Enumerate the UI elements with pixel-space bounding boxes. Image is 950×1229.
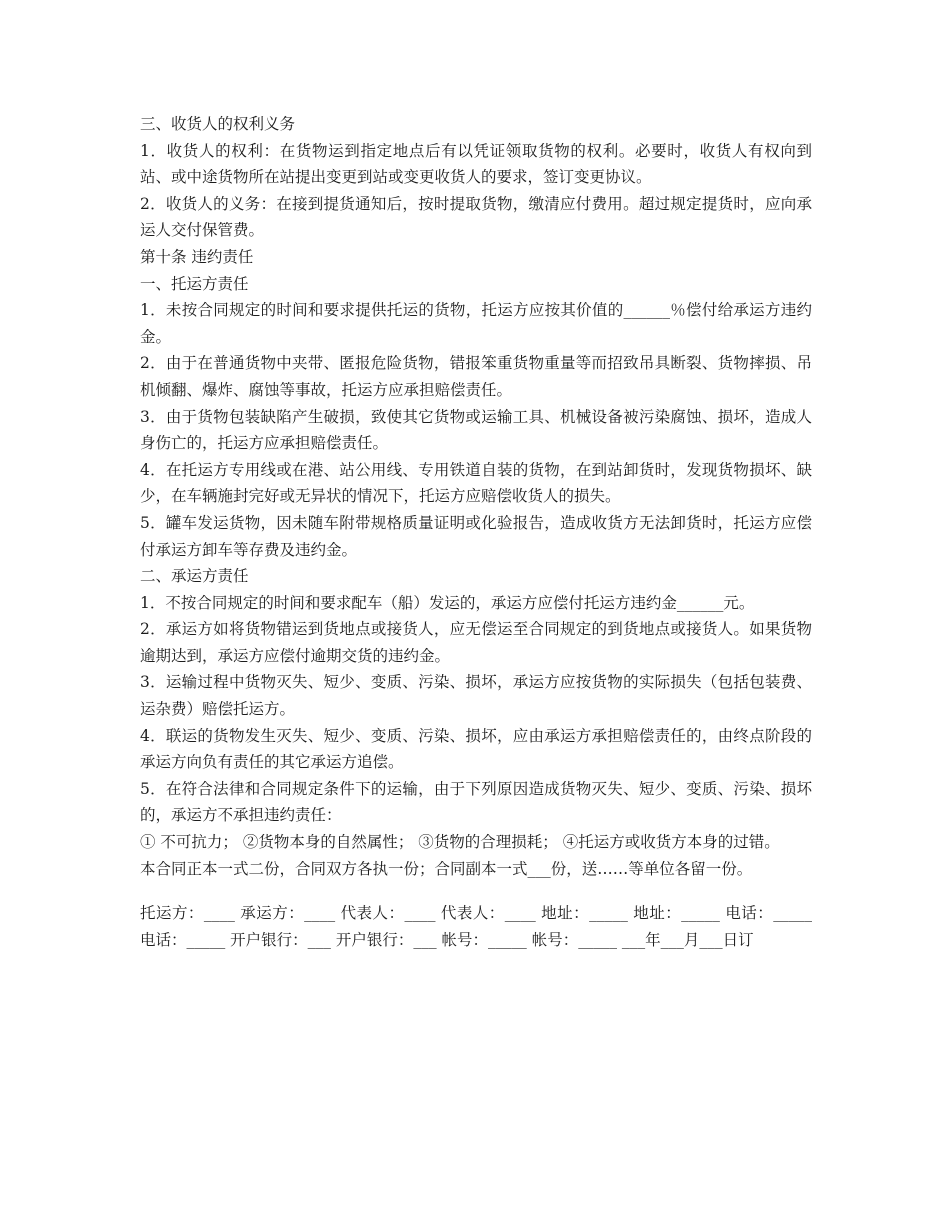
exemption-list: ① 不可抗力； ②货物本身的自然属性； ③货物的合理损耗； ④托运方或收货方本身的过错。 [140,833,780,852]
clause-consignee-rights: 1．收货人的权利：在货物运到指定地点后有以凭证领取货物的权利。必要时，收货人有权向到站、或中途货物所在站提出变更到站或变更收货人的要求，签订变更协议。 [140,141,812,187]
spacer [140,882,812,900]
clause-shipper-1: 1．未按合同规定的时间和要求提供托运的货物，托运方应按其价值的______％偿付给承运方违约金。 [140,301,812,346]
contract-page [140,111,812,953]
clause-carrier-4: 4．联运的货物发生灭失、短少、变质、污染、损坏，应由承运方承担赔偿责任的，由终点阶段的承运方向负有责任的其它承运方追偿。 [140,726,812,772]
clause-consignee-obligations: 2．收货人的义务：在接到提货通知后，按时提取货物，缴清应付费用。超过规定提货时，应向承运人交付保管费。 [140,194,812,240]
article-heading-liability: 第十条 违约责任 [140,247,254,266]
clause-shipper-5: 5．罐车发运货物，因未随车附带规格质量证明或化验报告，造成收货方无法卸货时，托运方应偿付承运方卸车等存费及违约金。 [140,513,812,559]
clause-carrier-3: 3．运输过程中货物灭失、短少、变质、污染、损坏，承运方应按货物的实际损失（包括包装费、运杂费）赔偿托运方。 [140,673,812,719]
section-heading-consignee-rights: 三、收货人的权利义务 [140,115,296,133]
clause-carrier-1: 1．不按合同规定的时间和要求配车（船）发运的，承运方应偿付托运方违约金______元。 [140,593,755,612]
signature-block: 托运方：____ 承运方：____ 代表人：____ 代表人：____ 地址：_____ 地址：_____ 电话：_____ 电话：_____ 开户银行：___ 开户银行：___ 帐号：_____ 帐号：_____ ___年___月___日订 [140,904,812,949]
clause-carrier-2: 2．承运方如将货物错运到货地点或接货人，应无偿运至合同规定的到货地点或接货人。如果货物逾期达到，承运方应偿付逾期交货的违约金。 [140,620,812,665]
section-heading-shipper-liability: 一、托运方责任 [140,274,249,293]
clause-shipper-2: 2．由于在普通货物中夹带、匿报危险货物，错报笨重货物重量等而招致吊具断裂、货物摔损、吊机倾翻、爆炸、腐蚀等事故，托运方应承担赔偿责任。 [140,354,812,399]
section-heading-carrier-liability: 二、承运方责任 [140,567,249,586]
clause-shipper-4: 4．在托运方专用线或在港、站公用线、专用铁道自装的货物，在到站卸货时，发现货物损坏、缺少，在车辆施封完好或无异状的情况下，托运方应赔偿收货人的损失。 [140,460,812,506]
clause-carrier-5: 5．在符合法律和合同规定条件下的运输，由于下列原因造成货物灭失、短少、变质、污染、损坏的，承运方不承担违约责任： [140,779,812,825]
clause-shipper-3: 3．由于货物包装缺陷产生破损，致使其它货物或运输工具、机械设备被污染腐蚀、损坏，造成人身伤亡的，托运方应承担赔偿责任。 [140,407,812,453]
copies-clause: 本合同正本一式二份，合同双方各执一份；合同副本一式___份，送……等单位各留一份。 [140,859,753,878]
